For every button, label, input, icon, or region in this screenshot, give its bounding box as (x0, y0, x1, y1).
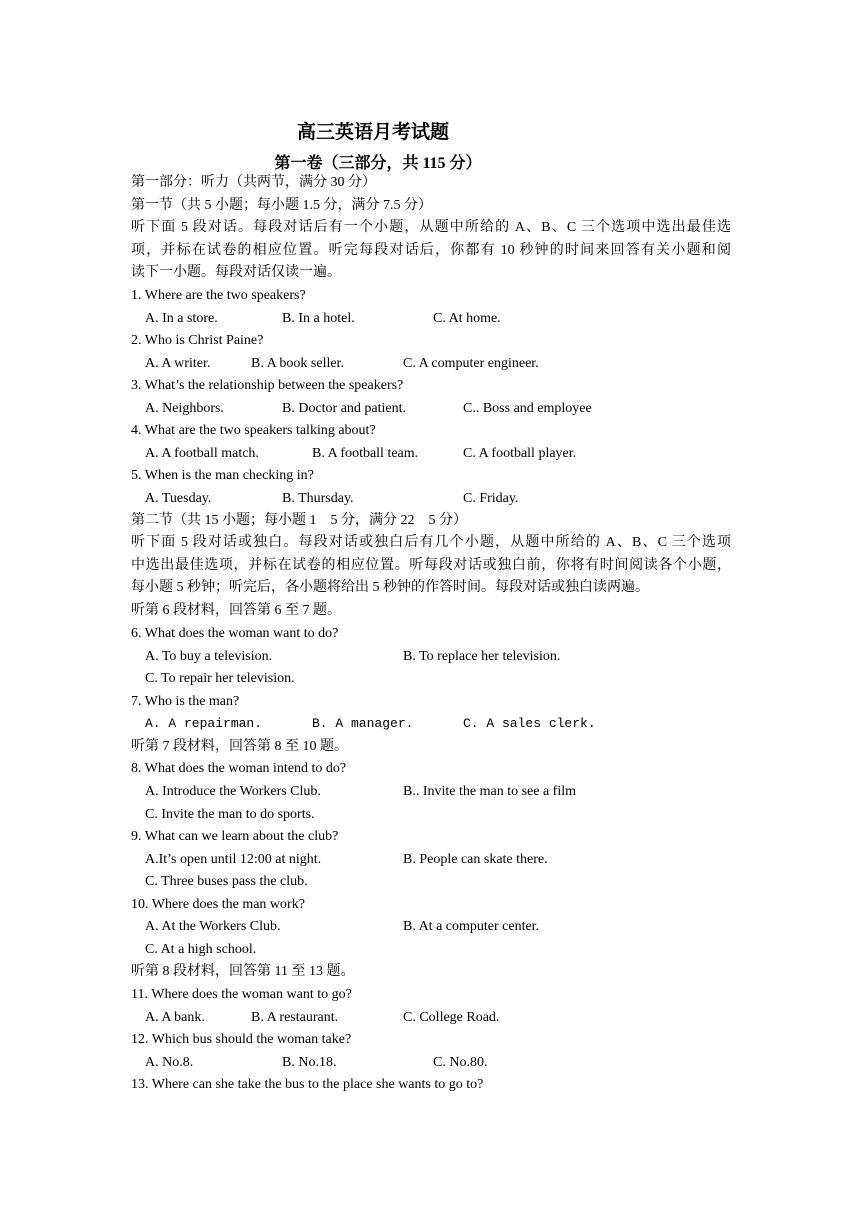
material-heading: 听第 7 段材料，回答第 8 至 10 题。 (131, 739, 348, 754)
question-text: 7. Who is the man? (131, 694, 240, 709)
option-b: B. No.18. (282, 1055, 337, 1070)
option-b: B. At a computer center. (403, 919, 540, 934)
option-c: C. A computer engineer. (403, 356, 539, 371)
option-c: C.. Boss and employee (463, 401, 592, 416)
question-text: 2. Who is Christ Paine? (131, 333, 264, 348)
option-b: B. People can skate there. (403, 852, 548, 867)
option-b: B. Thursday. (282, 491, 354, 506)
instruction-line: 听下面 5 段对话。每段对话后有一个小题，从题中所给的 A、B、C 三个选项中选出最佳选 (131, 220, 731, 235)
instruction-line: 中选出最佳选项，并标在试卷的相应位置。听每段对话或独白前，你将有时间阅读各个小题， (131, 558, 731, 573)
option-a: A. A writer. (145, 356, 211, 371)
instruction-line: 听下面 5 段对话或独白。每段对话或独白后有几个小题，从题中所给的 A、B、C 三个选项 (131, 535, 731, 550)
option-a: A. Tuesday. (145, 491, 212, 506)
page-title: 高三英语月考试题 (296, 122, 449, 143)
option-b: B. Doctor and patient. (282, 401, 407, 416)
option-a: A. In a store. (145, 311, 218, 326)
question-text: 5. When is the man checking in? (131, 468, 314, 483)
option-a: A. Introduce the Workers Club. (145, 784, 321, 799)
option-b: B.. Invite the man to see a film (403, 784, 577, 799)
option-c: C. At home. (433, 311, 501, 326)
option-b: B. In a hotel. (282, 311, 355, 326)
question-text: 6. What does the woman want to do? (131, 626, 339, 641)
option-c: C. A football player. (463, 446, 577, 461)
option-a: A. A repairman. (145, 716, 263, 731)
option-b: B. A manager. (312, 716, 414, 731)
option-a: A. A bank. (145, 1010, 205, 1025)
question-text: 1. Where are the two speakers? (131, 288, 306, 303)
material-heading: 听第 6 段材料，回答第 6 至 7 题。 (131, 603, 341, 618)
question-text: 11. Where does the woman want to go? (131, 987, 352, 1002)
instruction-line: 读下一小题。每段对话仅读一遍。 (131, 265, 341, 280)
option-a: A. A football match. (145, 446, 259, 461)
option-b: B. A football team. (312, 446, 419, 461)
option-a: A. To buy a television. (145, 649, 273, 664)
question-text: 3. What’s the relationship between the speakers? (131, 378, 404, 393)
question-text: 9. What can we learn about the club? (131, 829, 339, 844)
part-heading: 第一部分：听力（共两节，满分 30 分） (131, 175, 376, 190)
option-a: A. No.8. (145, 1055, 194, 1070)
question-text: 12. Which bus should the woman take? (131, 1032, 352, 1047)
option-c: C. Friday. (463, 491, 519, 506)
option-c: C. At a high school. (145, 942, 257, 957)
section-heading: 第一节（共 5 小题；每小题 1.5 分，满分 7.5 分） (131, 198, 432, 213)
instruction-line: 项，并标在试卷的相应位置。听完每段对话后，你都有 10 秒钟的时间来回答有关小题和阅 (131, 243, 731, 258)
option-b: B. To replace her television. (403, 649, 561, 664)
option-a: A. Neighbors. (145, 401, 224, 416)
section-heading: 第二节（共 15 小题；每小题 1 5 分，满分 22 5 分） (131, 513, 467, 528)
question-text: 13. Where can she take the bus to the place she wants to go to? (131, 1077, 484, 1092)
question-text: 4. What are the two speakers talking about? (131, 423, 376, 438)
option-c: C. Three buses pass the club. (145, 874, 308, 889)
instruction-line: 每小题 5 秒钟；听完后，各小题将给出 5 秒钟的作答时间。每段对话或独白读两遍。 (131, 580, 649, 595)
question-text: 10. Where does the man work? (131, 897, 305, 912)
option-c: C. No.80. (433, 1055, 488, 1070)
option-b: B. A restaurant. (251, 1010, 339, 1025)
option-a: A.It’s open until 12:00 at night. (145, 852, 322, 867)
question-text: 8. What does the woman intend to do? (131, 761, 347, 776)
material-heading: 听第 8 段材料，回答第 11 至 13 题。 (131, 964, 355, 979)
option-c: C. To repair her television. (145, 671, 295, 686)
option-a: A. At the Workers Club. (145, 919, 281, 934)
option-b: B. A book seller. (251, 356, 344, 371)
page-subtitle: 第一卷（三部分，共 115 分） (274, 155, 482, 172)
option-c: C. Invite the man to do sports. (145, 807, 315, 822)
option-c: C. College Road. (403, 1010, 500, 1025)
option-c: C. A sales clerk. (463, 716, 596, 731)
